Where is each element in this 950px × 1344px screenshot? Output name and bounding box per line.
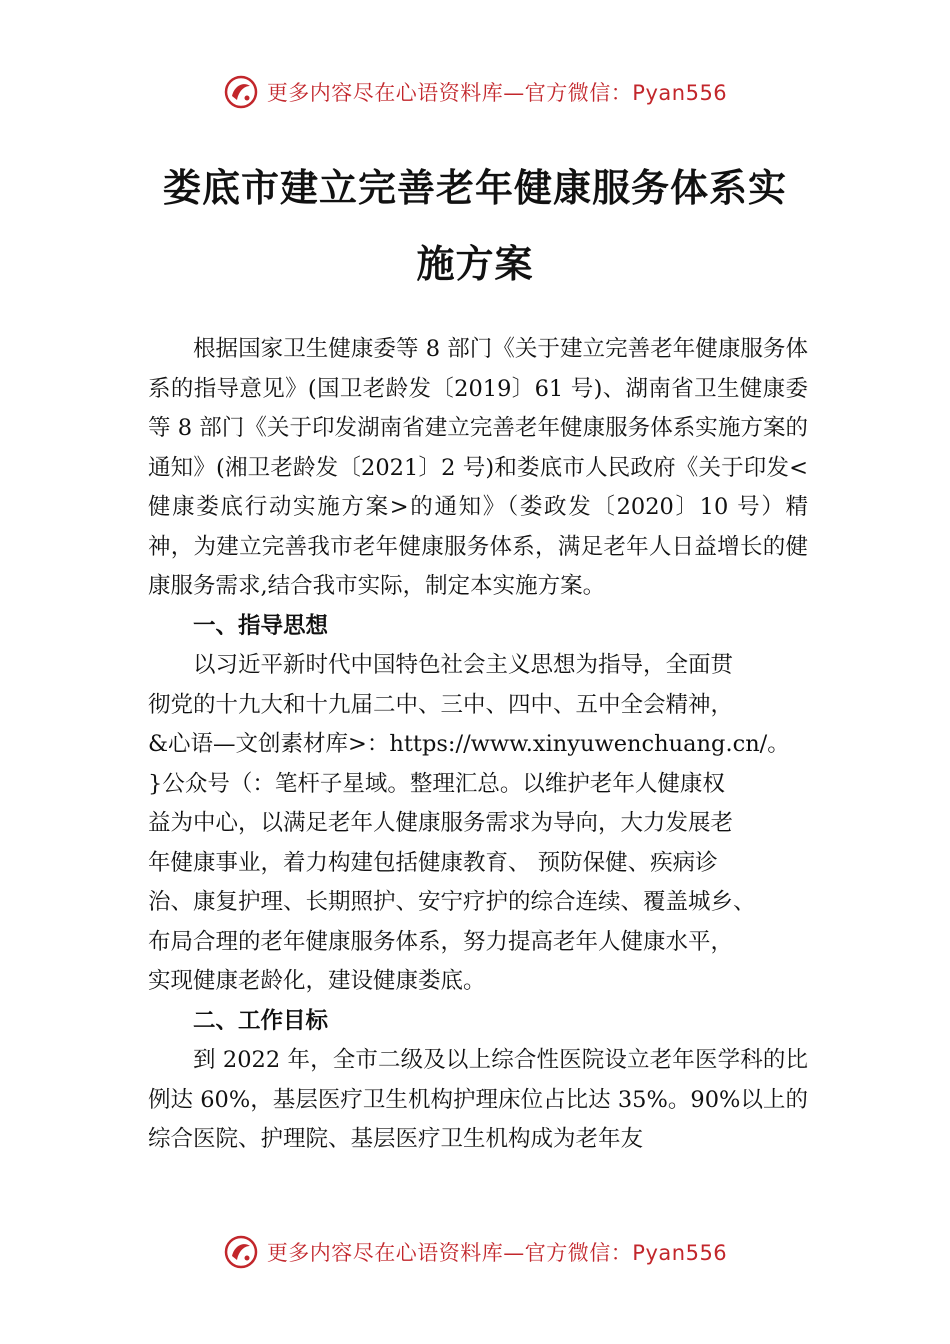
banner-text: 更多内容尽在心语资料库—官方微信：Pyan556 [266, 1241, 728, 1265]
logo-icon [223, 1234, 259, 1270]
section1-line: }公众号（：笔杆子星域。整理汇总。以维护老年人健康权 [148, 770, 725, 797]
section1-line: 治、康复护理、长期照护、安宁疗护的综合连续、覆盖城乡、 [148, 889, 756, 915]
header-banner [0, 70, 950, 114]
section-heading-work-goals: 二、工作目标 [193, 1007, 329, 1034]
section1-line: 实现健康老龄化，建设健康娄底。 [148, 968, 486, 994]
logo-icon [223, 74, 259, 110]
banner-text: 更多内容尽在心语资料库—官方微信：Pyan556 [266, 81, 728, 105]
section2-paragraph: 到 2022 年，全市二级及以上综合性医院设立老年医学科的比例达 60%，基层医疗卫生机构护理床位占比达 35%。90%以上的综合医院、护理院、基层医疗卫生机构成为老年友 [148, 1047, 808, 1152]
section1-line: 布局合理的老年健康服务体系，努力提高老年人健康水平， [148, 928, 734, 955]
section1-line: 年健康事业，着力构建包括健康教育、 预防保健、疾病诊 [148, 849, 718, 876]
section1-line: 以习近平新时代中国特色社会主义思想为指导，全面贯 [193, 652, 734, 678]
section-heading-guiding-ideology: 一、指导思想 [193, 612, 329, 639]
section1-line: &心语—文创素材库>：https://www.xinyuwenchuang.cn/。 [148, 731, 790, 757]
section1-paragraph [148, 646, 808, 1002]
section1-line: 益为中心，以满足老年人健康服务需求为导向，大力发展老 [148, 810, 734, 836]
document-body [148, 330, 808, 1160]
footer-banner [0, 1230, 950, 1274]
document-title: 娄底市建立完善老年健康服务体系实施方案 [162, 165, 787, 286]
section1-line: 彻党的十九大和十九届二中、三中、四中、五中全会精神， [148, 691, 734, 718]
intro-paragraph: 根据国家卫生健康委等 8 部门《关于建立完善老年健康服务体系的指导意见》(国卫老龄发〔2019〕61 号)、湖南省卫生健康委等 8 部门《关于印发湖南省建立完善老年健康服务体系实施方案的通知》(湘卫老龄发〔2021〕2 号)和娄底市人民政府《关于印发<健康娄底行动实施方案>的通知》（娄政发〔2020〕10 号）精神，为建立完善我市老年健康服务体系，满足老年人日益增长的健康服务需求,结合我市实际，制定本实施方案。 [148, 336, 808, 599]
